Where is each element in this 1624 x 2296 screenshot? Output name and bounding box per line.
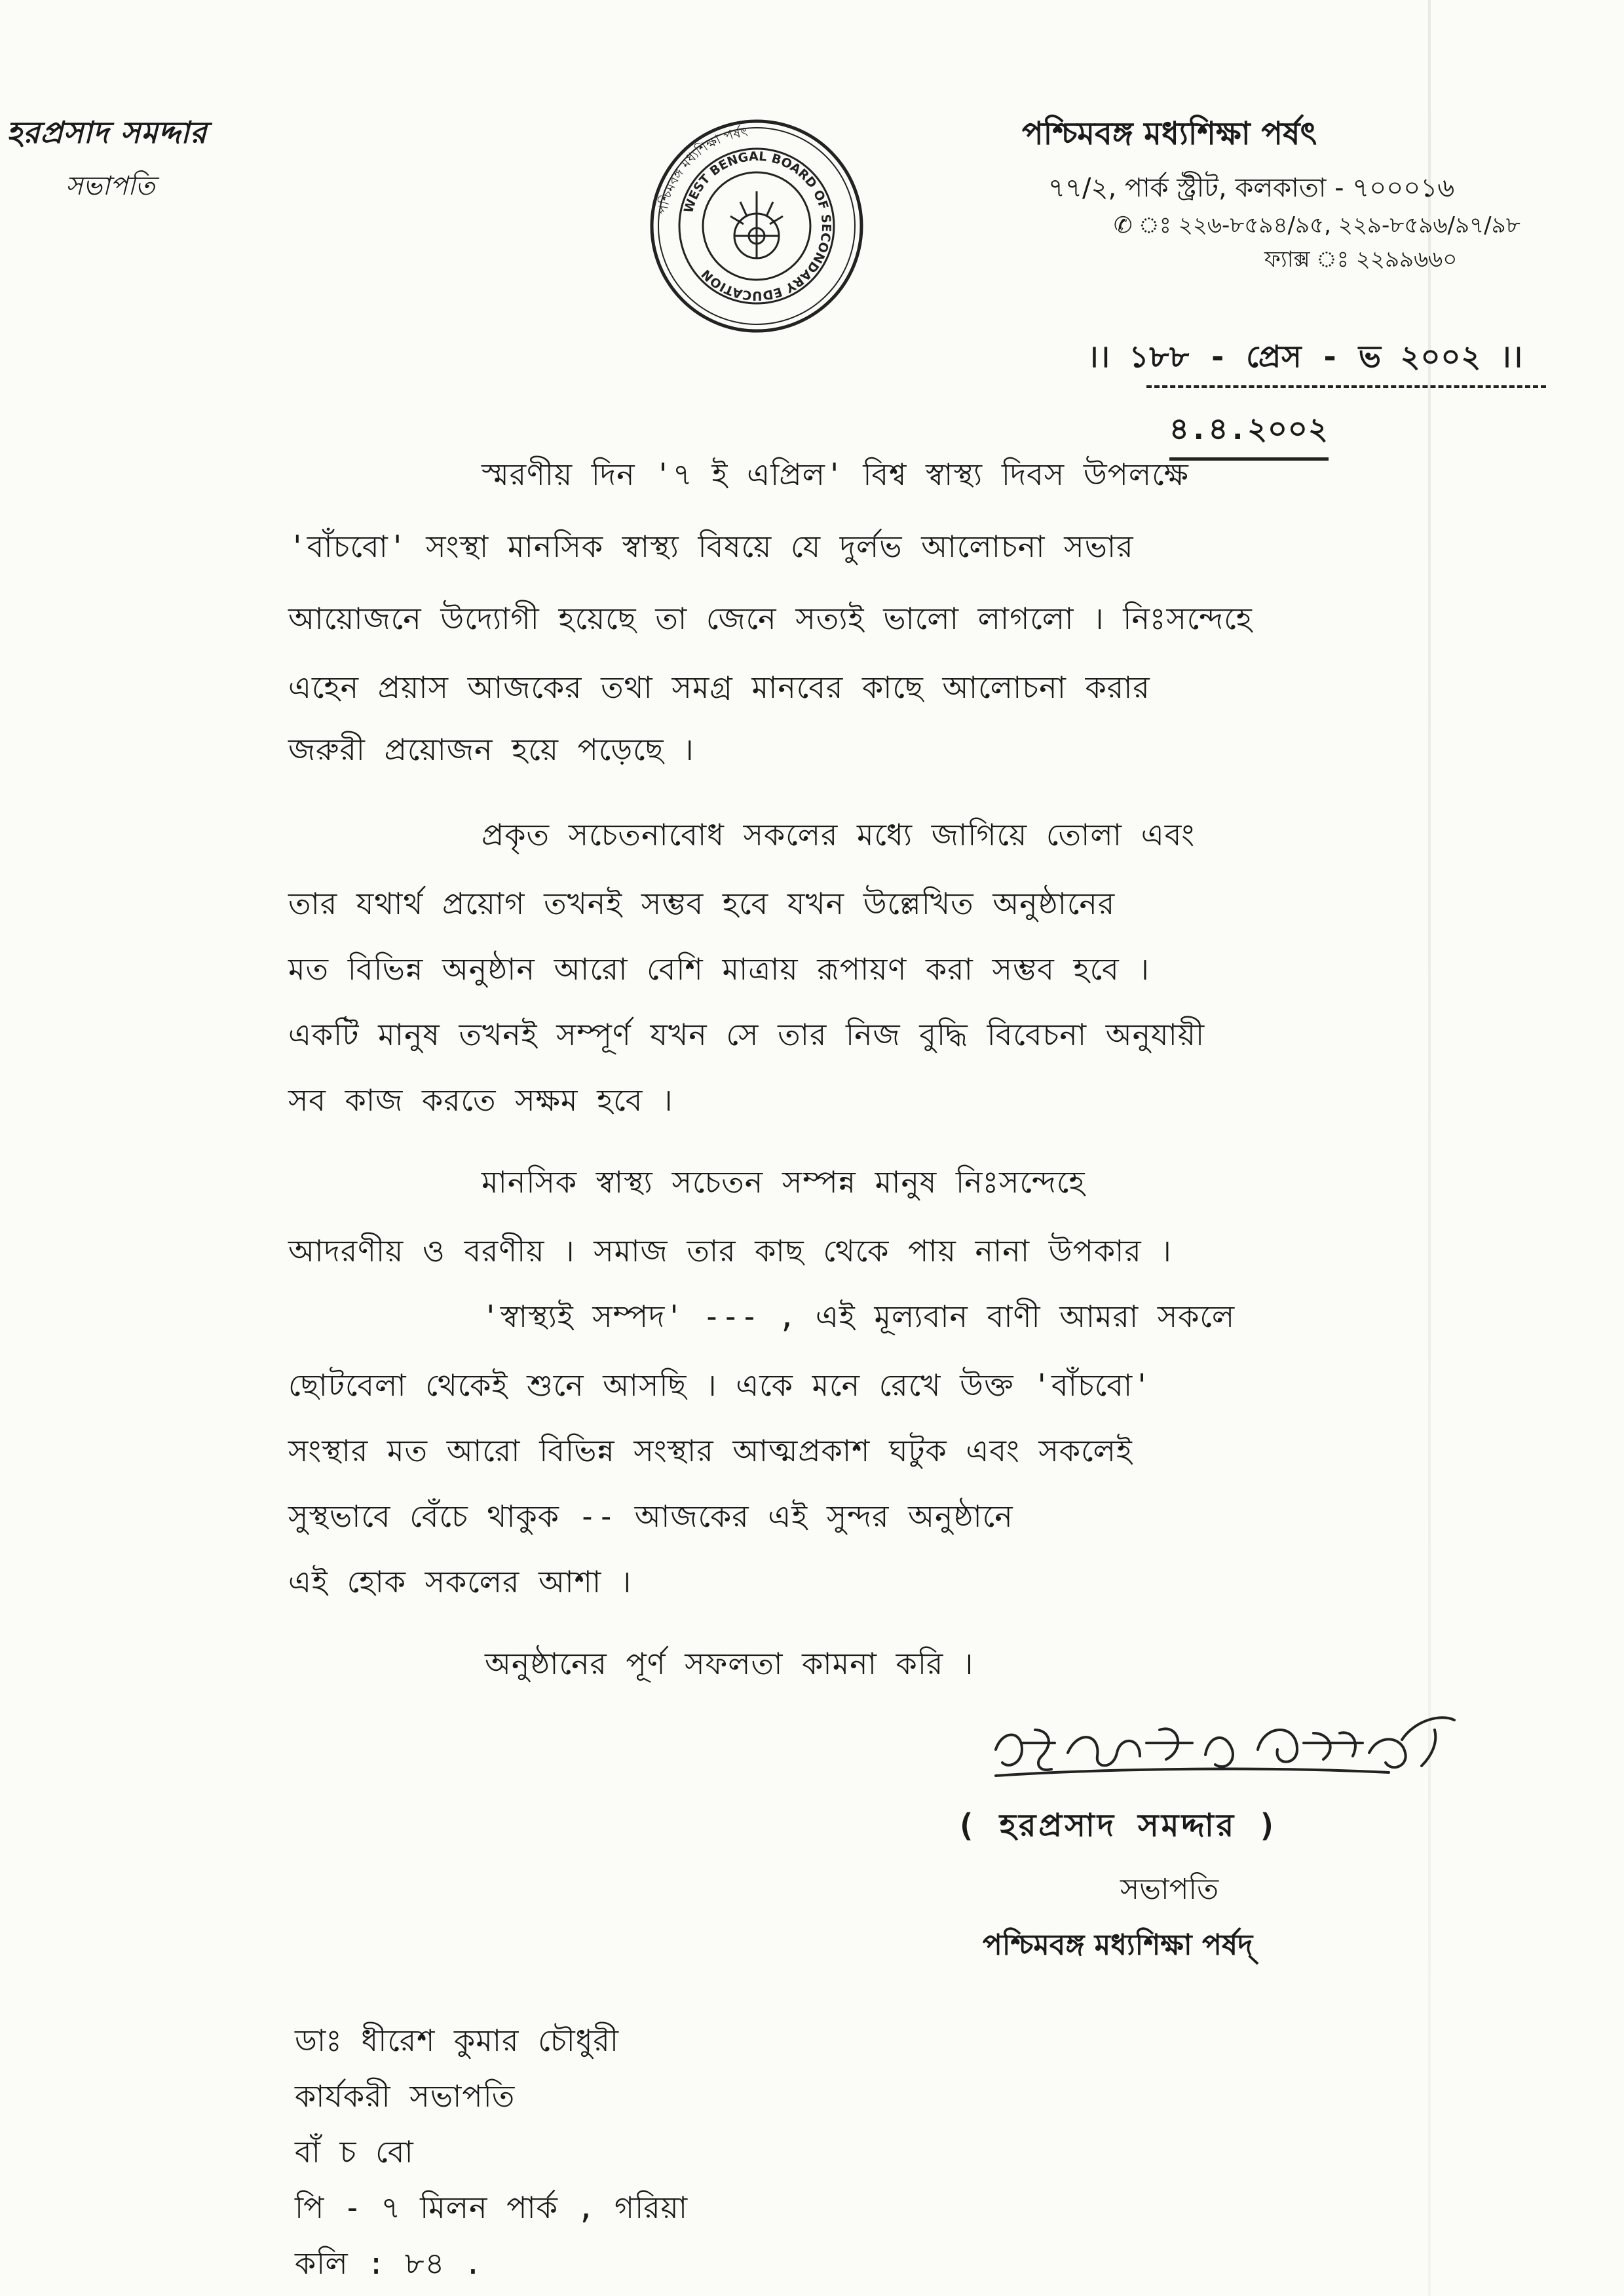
body-p2-line-3: মত বিভিন্ন অনুষ্ঠান আরো বেশি মাত্রায় রূপায়ণ করা সম্ভব হবে ।: [288, 951, 1150, 987]
letterhead-organization: পশ্চিমবঙ্গ মধ্যশিক্ষা পর্ষৎ: [1022, 115, 1317, 152]
body-p3-line-3: 'স্বাস্থ্যই সম্পদ' --- , এই মূল্যবান বাণী আমরা সকলে: [482, 1299, 1236, 1334]
body-p1-line-5: জরুরী প্রয়োজন হয়ে পড়েছে ।: [288, 732, 694, 767]
closing-wish: অনুষ্ঠানের পূর্ণ সফলতা কামনা করি ।: [485, 1646, 974, 1681]
body-p2-line-2: তার যথার্থ প্রয়োগ তখনই সম্ভব হবে যখন উল্লেখিত অনুষ্ঠানের: [288, 886, 1116, 921]
handwritten-signature: [983, 1704, 1467, 1789]
body-p1-line-3: আয়োজনে উদ্যোগী হয়েছে তা জেনে সত্যই ভালো লাগলো । নিঃসন্দেহে: [288, 601, 1253, 636]
signatory-name: ( হরপ্রসাদ সমদ্দার ): [956, 1807, 1279, 1844]
letterhead-sender-name: হরপ্রসাদ সমদ্দার: [7, 115, 208, 150]
body-p3-line-1: মানসিক স্বাস্থ্য সচেতন সম্পন্ন মানুষ নিঃসন্দেহে: [482, 1164, 1086, 1200]
body-p2-line-1: প্রকৃত সচেতনাবোধ সকলের মধ্যে জাগিয়ে তোলা এবং: [482, 817, 1196, 852]
memo-underline: [1146, 385, 1546, 388]
body-p1-line-1: স্মরণীয় দিন '৭ ই এপ্রিল' বিশ্ব স্বাস্থ্য দিবস উপলক্ষে: [482, 457, 1189, 492]
body-p2-line-5: সব কাজ করতে সক্ষম হবে ।: [288, 1082, 673, 1118]
body-p3-line-2: আদরণীয় ও বরণীয় । সমাজ তার কাছ থেকে পায় নানা উপকার ।: [288, 1233, 1172, 1269]
recipient-line-3: বাঁ চ বো: [295, 2134, 414, 2170]
letterhead-address: ৭৭/২, পার্ক স্ট্রীট, কলকাতা - ৭০০০১৬: [1048, 173, 1455, 203]
signatory-title: সভাপতি: [1120, 1873, 1219, 1906]
body-p3-line-6: সুস্থভাবে বেঁচে থাকুক -- আজকের এই সুন্দর অনুষ্ঠানে: [288, 1499, 1013, 1534]
memo-number: ।। ১৮৮ - প্রেস - ভ ২০০২ ।।: [1087, 339, 1523, 374]
body-p1-line-2: 'বাঁচবো' সংস্থা মানসিক স্বাস্থ্য বিষয়ে যে দুর্লভ আলোচনা সভার: [288, 529, 1134, 564]
body-p2-line-4: একটি মানুষ তখনই সম্পূর্ণ যখন সে তার নিজ বুদ্ধি বিবেচনা অনুযায়ী: [288, 1017, 1205, 1052]
signatory-organization: পশ্চিমবঙ্গ মধ্যশিক্ষা পর্ষদ্: [983, 1928, 1253, 1962]
recipient-line-4: পি - ৭ মিলন পার্ক , গরিয়া: [295, 2190, 689, 2225]
body-p3-line-5: সংস্থার মত আরো বিভিন্ন সংস্থার আত্মপ্রকাশ ঘটুক এবং সকলেই: [288, 1433, 1133, 1468]
seal-inner-text: WEST BENGAL BOARD OF SECONDARY EDUCATION: [681, 149, 834, 303]
body-p3-line-4: ছোটবেলা থেকেই শুনে আসছি । একে মনে রেখে উক্ত 'বাঁচবো': [288, 1368, 1152, 1403]
recipient-line-2: কার্যকরী সভাপতি: [295, 2078, 516, 2114]
letter-date: ৪.৪.২০০২: [1169, 406, 1329, 461]
letterhead-sender-title: সভাপতি: [66, 171, 155, 201]
recipient-line-1: ডাঃ ধীরেশ কুমার চৌধুরী: [295, 2023, 620, 2058]
body-p1-line-4: এহেন প্রয়াস আজকের তথা সমগ্র মানবের কাছে আলোচনা করার: [288, 670, 1150, 705]
letterhead-phone: ✆ ঃ ২২৬-৮৫৯৪/৯৫, ২২৯-৮৫৯৬/৯৭/৯৮: [1114, 212, 1520, 239]
seal-outer-text: পশ্চিমবঙ্গ মধ্যশিক্ষা পর্ষৎ: [654, 123, 749, 216]
body-p3-line-7: এই হোক সকলের আশা ।: [288, 1564, 632, 1599]
board-seal: [649, 118, 865, 334]
letterhead-fax: ফ্যাক্স ঃ ২২৯৯৬৬০: [1264, 246, 1458, 273]
recipient-line-5: কলি : ৮৪ .: [295, 2246, 483, 2281]
seal-emblem-icon: [730, 191, 783, 258]
